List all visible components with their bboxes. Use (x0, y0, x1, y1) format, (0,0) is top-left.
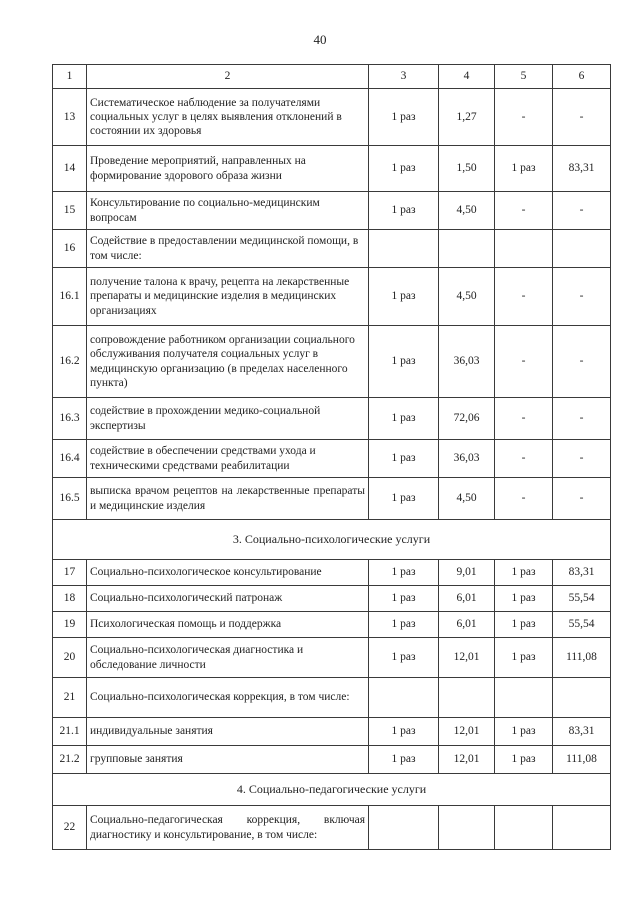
row-number: 22 (53, 806, 87, 850)
time-norm: 1,50 (439, 146, 495, 192)
table-row (53, 398, 611, 440)
column-header: 5 (495, 65, 553, 89)
time-norm: 6,01 (439, 612, 495, 638)
service-name: получение талона к врачу, рецепта на лекарственные препараты и медицинские изделия в медицинских организациях (87, 268, 369, 326)
row-number: 16.5 (53, 478, 87, 520)
frequency: 1 раз (369, 89, 439, 146)
tariff (553, 806, 611, 850)
frequency: 1 раз (369, 146, 439, 192)
frequency: 1 раз (369, 718, 439, 746)
period: - (495, 268, 553, 326)
tariff: 111,08 (553, 638, 611, 678)
table-row (53, 638, 611, 678)
row-number: 19 (53, 612, 87, 638)
tariff (553, 230, 611, 268)
time-norm: 36,03 (439, 440, 495, 478)
row-number: 16.2 (53, 326, 87, 398)
time-norm: 12,01 (439, 718, 495, 746)
time-norm (439, 806, 495, 850)
frequency: 1 раз (369, 398, 439, 440)
period: - (495, 398, 553, 440)
tariff: 83,31 (553, 146, 611, 192)
tariff: - (553, 398, 611, 440)
service-name: содействие в прохождении медико-социальной экспертизы (87, 398, 369, 440)
tariff: - (553, 89, 611, 146)
period: 1 раз (495, 146, 553, 192)
period: 1 раз (495, 612, 553, 638)
period: - (495, 192, 553, 230)
service-name: Социально-педагогическая коррекция, включая диагностику и консультирование, в том числе: (87, 806, 369, 850)
period (495, 678, 553, 718)
time-norm: 6,01 (439, 586, 495, 612)
table-row (53, 192, 611, 230)
frequency: 1 раз (369, 638, 439, 678)
table-row (53, 440, 611, 478)
frequency: 1 раз (369, 268, 439, 326)
period: - (495, 89, 553, 146)
row-number: 18 (53, 586, 87, 612)
period: 1 раз (495, 586, 553, 612)
time-norm: 9,01 (439, 560, 495, 586)
period: - (495, 478, 553, 520)
service-name: Содействие в предоставлении медицинской помощи, в том числе: (87, 230, 369, 268)
tariff: 55,54 (553, 612, 611, 638)
row-number: 14 (53, 146, 87, 192)
period: - (495, 326, 553, 398)
column-header: 6 (553, 65, 611, 89)
period: 1 раз (495, 560, 553, 586)
row-number: 21 (53, 678, 87, 718)
service-name: индивидуальные занятия (87, 718, 369, 746)
table-row (53, 586, 611, 612)
table-row (53, 326, 611, 398)
frequency: 1 раз (369, 612, 439, 638)
row-number: 21.2 (53, 746, 87, 774)
service-name: выписка врачом рецептов на лекарственные препараты и медицинские изделия (87, 478, 369, 520)
tariff (553, 678, 611, 718)
table-row (53, 560, 611, 586)
frequency: 1 раз (369, 478, 439, 520)
service-name: содействие в обеспечении средствами ухода и техническими средствами реабилитации (87, 440, 369, 478)
table-row (53, 678, 611, 718)
period: - (495, 440, 553, 478)
service-name: сопровождение работником организации социального обслуживания получателя социальных услуг в медицинскую организацию (в пределах населенного пункта) (87, 326, 369, 398)
frequency: 1 раз (369, 440, 439, 478)
table-row (53, 612, 611, 638)
row-number: 21.1 (53, 718, 87, 746)
table-row (53, 268, 611, 326)
section-row (53, 520, 611, 560)
service-name: Социально-психологическое консультирование (87, 560, 369, 586)
frequency: 1 раз (369, 586, 439, 612)
period: 1 раз (495, 718, 553, 746)
section-row (53, 774, 611, 806)
service-name: Социально-психологическая диагностика и обследование личности (87, 638, 369, 678)
row-number: 16.1 (53, 268, 87, 326)
frequency: 1 раз (369, 192, 439, 230)
service-name: Систематическое наблюдение за получателями социальных услуг в целях выявления отклонений в состоянии их здоровья (87, 89, 369, 146)
row-number: 16 (53, 230, 87, 268)
section-heading: 4. Социально-педагогические услуги (53, 774, 611, 806)
tariff: - (553, 478, 611, 520)
service-name: Социально-психологическая коррекция, в том числе: (87, 678, 369, 718)
table-row (53, 718, 611, 746)
table-row (53, 478, 611, 520)
service-name: Психологическая помощь и поддержка (87, 612, 369, 638)
row-number: 17 (53, 560, 87, 586)
service-name: групповые занятия (87, 746, 369, 774)
frequency (369, 230, 439, 268)
frequency (369, 806, 439, 850)
table-row (53, 806, 611, 850)
time-norm: 4,50 (439, 268, 495, 326)
period (495, 230, 553, 268)
table-row (53, 89, 611, 146)
service-name: Консультирование по социально-медицинским вопросам (87, 192, 369, 230)
time-norm: 4,50 (439, 478, 495, 520)
tariff: - (553, 440, 611, 478)
service-name: Социально-психологический патронаж (87, 586, 369, 612)
tariff: 83,31 (553, 560, 611, 586)
column-header: 4 (439, 65, 495, 89)
table-row (53, 746, 611, 774)
time-norm: 12,01 (439, 746, 495, 774)
tariff: 111,08 (553, 746, 611, 774)
tariff: 83,31 (553, 718, 611, 746)
table-row (53, 230, 611, 268)
page-number: 40 (313, 32, 327, 47)
column-header: 3 (369, 65, 439, 89)
column-header: 1 (53, 65, 87, 89)
tariff: 55,54 (553, 586, 611, 612)
time-norm: 4,50 (439, 192, 495, 230)
period (495, 806, 553, 850)
frequency: 1 раз (369, 326, 439, 398)
row-number: 16.4 (53, 440, 87, 478)
frequency: 1 раз (369, 746, 439, 774)
tariff: - (553, 326, 611, 398)
time-norm: 12,01 (439, 638, 495, 678)
time-norm: 36,03 (439, 326, 495, 398)
time-norm (439, 678, 495, 718)
services-table (52, 64, 611, 850)
frequency (369, 678, 439, 718)
tariff: - (553, 192, 611, 230)
section-heading: 3. Социально-психологические услуги (53, 520, 611, 560)
table-header-row (53, 65, 611, 89)
frequency: 1 раз (369, 560, 439, 586)
row-number: 20 (53, 638, 87, 678)
period: 1 раз (495, 638, 553, 678)
row-number: 13 (53, 89, 87, 146)
tariff: - (553, 268, 611, 326)
row-number: 15 (53, 192, 87, 230)
time-norm: 1,27 (439, 89, 495, 146)
column-header: 2 (87, 65, 369, 89)
time-norm: 72,06 (439, 398, 495, 440)
row-number: 16.3 (53, 398, 87, 440)
time-norm (439, 230, 495, 268)
table-row (53, 146, 611, 192)
service-name: Проведение мероприятий, направленных на формирование здорового образа жизни (87, 146, 369, 192)
period: 1 раз (495, 746, 553, 774)
